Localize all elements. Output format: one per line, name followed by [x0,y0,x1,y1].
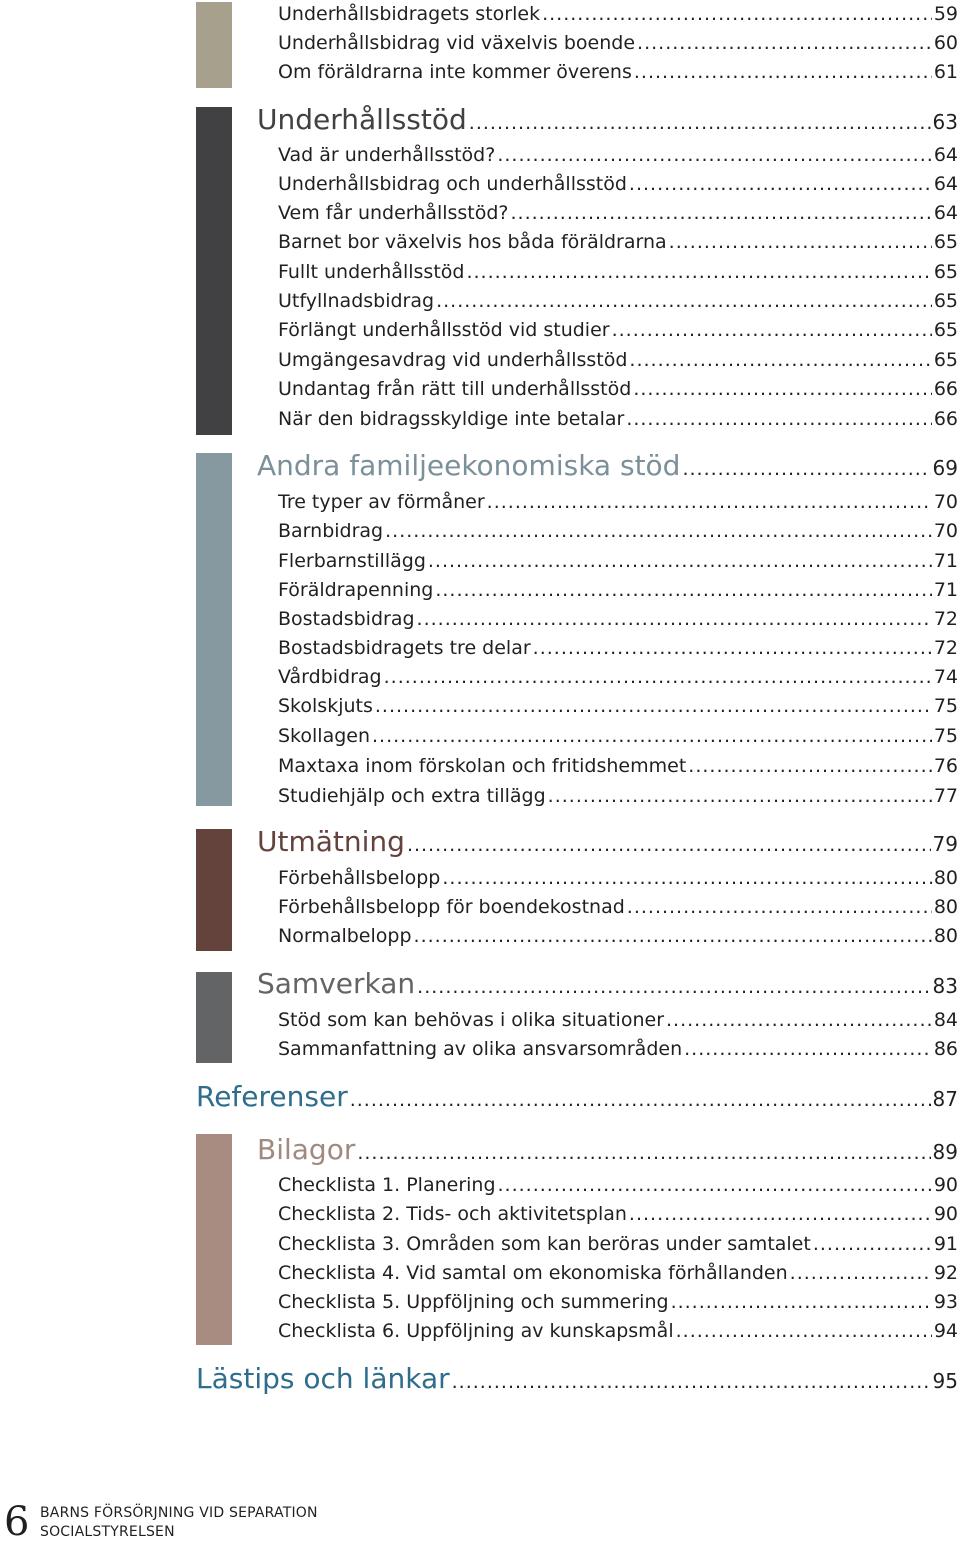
toc-heading-lastips-och-lankar[interactable] [196,1362,958,1395]
toc-item-page: 65 [933,261,958,283]
toc-item-title: När den bidragsskyldige inte betalar [278,408,625,430]
toc-leader-dots [629,351,931,370]
toc-leader-dots [357,1144,930,1163]
toc-heading-page: 79 [932,832,958,856]
toc-item-page: 72 [933,608,958,630]
toc-item-page: 92 [933,1262,958,1284]
toc-leader-dots [634,63,932,82]
toc-heading-title: Bilagor [257,1133,356,1166]
toc-item-title: Vad är underhållsstöd? [278,144,496,166]
toc-leader-dots [428,552,932,571]
footer-publication-title: BARNS FÖRSÖRJNING VID SEPARATION [40,1505,318,1521]
toc-item-page: 74 [933,666,958,688]
toc-leader-dots [417,610,932,629]
toc-item[interactable] [278,639,958,658]
toc-heading-referenser[interactable] [196,1080,958,1113]
toc-item-title: Checklista 1. Planering [278,1174,496,1196]
toc-item-title: Maxtaxa inom förskolan och fritidshemmet [278,755,687,777]
toc-item[interactable] [278,927,958,946]
toc-item-page: 71 [933,550,958,572]
toc-item-title: Flerbarnstillägg [278,550,426,572]
toc-item-page: 75 [933,725,958,747]
toc-item-page: 77 [933,785,958,807]
toc-item-page: 72 [933,637,958,659]
toc-heading-title: Underhållsstöd [257,103,467,136]
toc-item-page: 71 [933,579,958,601]
toc-heading-underhallsstod[interactable] [257,103,958,136]
toc-heading-title: Utmätning [257,825,405,858]
toc-item-title: Stöd som kan behövas i olika situationer [278,1009,665,1031]
toc-item-page: 80 [933,867,958,889]
toc-item-title: Förlängt underhållsstöd vid studier [278,319,610,341]
toc-item-title: Normalbelopp [278,925,412,947]
toc-item-page: 65 [933,349,958,371]
toc-heading-title: Referenser [196,1080,348,1113]
toc-item-title: Föräldrapenning [278,579,434,601]
toc-item-page: 80 [933,896,958,918]
toc-item-title: Fullt underhållsstöd [278,261,465,283]
toc-item-page: 59 [933,3,958,25]
toc-item[interactable] [278,1040,958,1059]
toc-leader-dots [442,869,931,888]
toc-heading-page: 83 [932,974,958,998]
toc-leader-dots [813,1235,932,1254]
toc-item[interactable] [278,146,958,165]
toc-leader-dots [637,34,932,53]
toc-item-page: 91 [933,1233,958,1255]
toc-item[interactable] [278,1293,958,1312]
toc-item[interactable] [278,493,958,512]
toc-item[interactable] [278,175,958,194]
toc-leader-dots [435,581,931,600]
toc-item-page: 84 [933,1009,958,1031]
toc-leader-dots [417,978,930,997]
section-bar-underhallsbidrag [196,2,232,88]
toc-leader-dots [487,493,932,512]
toc-item[interactable] [278,668,958,687]
toc-heading-page: 69 [932,456,958,480]
toc-item-title: Checklista 3. Områden som kan beröras under samtalet [278,1233,811,1255]
toc-item[interactable] [278,898,958,917]
toc-item-page: 66 [933,408,958,430]
toc-item-page: 70 [933,491,958,513]
toc-item[interactable] [278,1011,958,1030]
toc-leader-dots [684,1040,932,1059]
toc-item-title: Om föräldrarna inte kommer överens [278,61,632,83]
section-bar-underhallsstod [196,107,232,435]
toc-heading-page: 87 [932,1087,958,1111]
toc-item-title: Vårdbidrag [278,666,382,688]
toc-item-title: Barnet bor växelvis hos båda föräldrarna [278,231,667,253]
toc-item-page: 76 [933,755,958,777]
toc-item-title: Underhållsbidrag och underhållsstöd [278,173,627,195]
toc-item-title: Skollagen [278,725,371,747]
toc-leader-dots [548,787,932,806]
toc-leader-dots [688,757,932,776]
toc-leader-dots [414,927,932,946]
toc-leader-dots [372,727,932,746]
toc-item-page: 65 [933,319,958,341]
toc-item-page: 70 [933,520,958,542]
toc-item-title: Umgängesavdrag vid underhållsstöd [278,349,628,371]
toc-item[interactable] [278,727,958,746]
toc-leader-dots [407,836,931,855]
toc-item-page: 66 [933,378,958,400]
toc-item[interactable] [278,1322,958,1341]
section-bar-samverkan [196,972,232,1063]
toc-item-title: Tre typer av förmåner [278,491,485,513]
footer-publisher: SOCIALSTYRELSEN [40,1524,175,1540]
toc-item-title: Checklista 5. Uppföljning och summering [278,1291,669,1313]
toc-item-title: Bostadsbidrag [278,608,415,630]
toc-leader-dots [627,898,932,917]
toc-leader-dots [497,146,931,165]
page-number: 6 [4,1499,30,1545]
toc-leader-dots [375,697,932,716]
toc-item[interactable] [278,522,958,541]
toc-item-page: 80 [933,925,958,947]
toc-item-title: Checklista 2. Tids- och aktivitetsplan [278,1203,627,1225]
toc-heading-page: 63 [932,110,958,134]
section-bar-utmatning [196,829,232,951]
toc-item[interactable] [278,380,958,399]
toc-leader-dots [436,292,932,311]
toc-item-title: Utfyllnadsbidrag [278,290,435,312]
toc-leader-dots [350,1091,931,1110]
toc-item-title: Bostadsbidragets tre delar [278,637,531,659]
toc-item-page: 90 [933,1203,958,1225]
toc-item-page: 65 [933,290,958,312]
toc-leader-dots [469,114,931,133]
toc-item[interactable] [278,1176,958,1195]
toc-leader-dots [511,204,932,223]
toc-leader-dots [666,1011,932,1030]
toc-item-page: 60 [933,32,958,54]
toc-leader-dots [384,668,932,687]
toc-item[interactable] [278,34,958,53]
toc-leader-dots [452,1373,931,1392]
toc-item-page: 61 [933,61,958,83]
toc-item-title: Undantag från rätt till underhållsstöd [278,378,632,400]
toc-leader-dots [385,522,932,541]
toc-heading-andra-familjeekonomiska-stod[interactable] [257,449,958,482]
toc-item-title: Vem får underhållsstöd? [278,202,509,224]
toc-item[interactable] [278,63,958,82]
toc-item-title: Studiehjälp och extra tillägg [278,785,546,807]
section-bar-andra-familjeekonomiska-stod [196,453,232,806]
toc-item[interactable] [278,697,958,716]
toc-item[interactable] [278,787,958,806]
toc-item[interactable] [278,292,958,311]
toc-leader-dots [633,380,931,399]
toc-item-title: Förbehållsbelopp för boendekostnad [278,896,625,918]
toc-item-title: Checklista 6. Uppföljning av kunskapsmål [278,1320,674,1342]
toc-item-title: Sammanfattning av olika ansvarsområden [278,1038,683,1060]
toc-item-page: 64 [933,173,958,195]
toc-leader-dots [629,175,932,194]
toc-item[interactable] [278,233,958,252]
toc-item[interactable] [278,869,958,888]
toc-leader-dots [671,1293,932,1312]
toc-leader-dots [466,263,931,282]
toc-leader-dots [669,233,932,252]
toc-leader-dots [790,1264,932,1283]
toc-item[interactable] [278,1205,958,1224]
toc-item[interactable] [278,581,958,600]
toc-leader-dots [498,1176,932,1195]
toc-heading-utmatning[interactable] [257,825,958,858]
toc-leader-dots [612,321,932,340]
toc-leader-dots [676,1322,932,1341]
toc-item-page: 86 [933,1038,958,1060]
toc-item[interactable] [278,351,958,370]
toc-item-title: Checklista 4. Vid samtal om ekonomiska förhållanden [278,1262,788,1284]
toc-item[interactable] [278,1235,958,1254]
toc-item[interactable] [278,263,958,282]
toc-heading-page: 95 [932,1369,958,1393]
toc-item-title: Förbehållsbelopp [278,867,441,889]
toc-item[interactable] [278,5,958,24]
toc-leader-dots [542,5,932,24]
toc-item-page: 64 [933,202,958,224]
toc-leader-dots [533,639,932,658]
toc-leader-dots [626,410,932,429]
toc-heading-title: Lästips och länkar [196,1362,450,1395]
toc-item-title: Underhållsbidrag vid växelvis boende [278,32,636,54]
toc-heading-title: Andra familjeekonomiska stöd [257,449,681,482]
toc-item[interactable] [278,757,958,776]
toc-heading-bilagor[interactable] [257,1133,958,1166]
toc-heading-page: 89 [932,1140,958,1164]
toc-item-title: Barnbidrag [278,520,384,542]
toc-item-page: 64 [933,144,958,166]
toc-item[interactable] [278,1264,958,1283]
toc-item-title: Underhållsbidragets storlek [278,3,541,25]
toc-item-page: 65 [933,231,958,253]
toc-item[interactable] [278,552,958,571]
toc-item-title: Skolskjuts [278,695,373,717]
toc-item[interactable] [278,410,958,429]
toc-item[interactable] [278,204,958,223]
section-bar-bilagor [196,1134,232,1345]
toc-item-page: 94 [933,1320,958,1342]
toc-item-page: 75 [933,695,958,717]
toc-item[interactable] [278,610,958,629]
toc-heading-title: Samverkan [257,967,416,1000]
toc-heading-samverkan[interactable] [257,967,958,1000]
toc-item[interactable] [278,321,958,340]
toc-item-page: 90 [933,1174,958,1196]
toc-item-page: 93 [933,1291,958,1313]
toc-leader-dots [629,1205,932,1224]
toc-leader-dots [682,460,930,479]
